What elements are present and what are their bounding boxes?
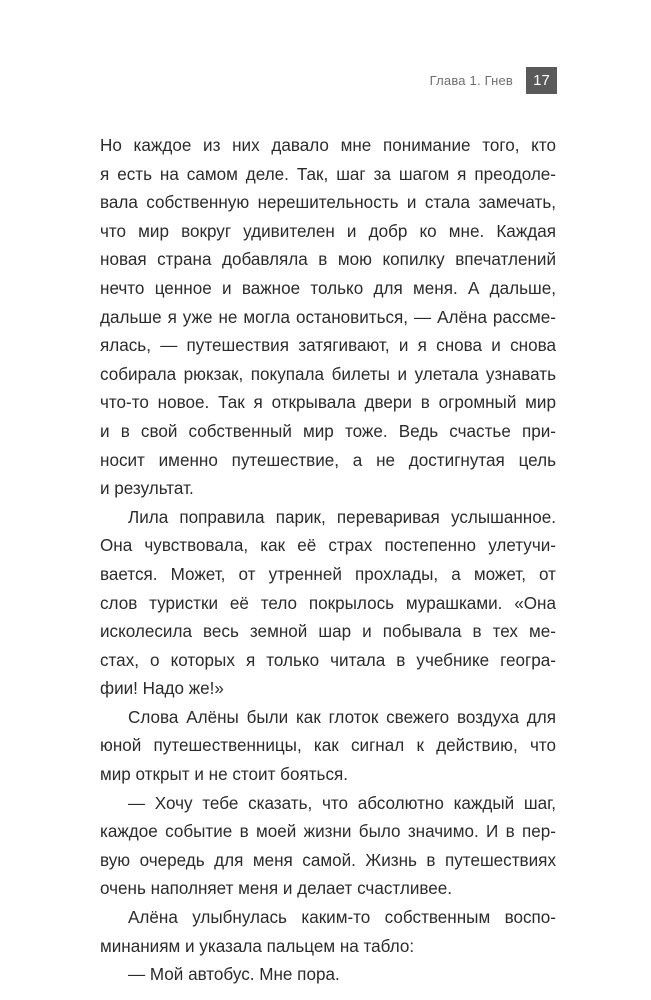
text-line: вала собственную нерешительность и стала замечать, [100, 193, 556, 213]
body-text [100, 132, 556, 990]
text-line: Но каждое из них давало мне понимание того, кто [100, 136, 556, 155]
text-line: фии! Надо же!» [100, 679, 224, 699]
paragraph [100, 790, 556, 904]
text-line: Алёна улыбнулась каким-то собственным воспо- [128, 908, 556, 928]
text-line: Она чувствовала, как её страх постепенно улетучи- [100, 536, 556, 556]
text-line: что-то новое. Так я открывала двери в огромный мир [100, 393, 556, 413]
running-head [430, 67, 557, 94]
text-line: — Мой автобус. Мне пора. [128, 965, 340, 985]
text-line: очень наполняет меня и делает счастливее. [100, 879, 453, 899]
text-line: собирала рюкзак, покупала билеты и улетала узнавать [100, 364, 556, 384]
page-number: 17 [526, 67, 557, 94]
text-line: вается. Может, от утренней прохлады, а может, от [100, 564, 556, 584]
paragraph [100, 132, 556, 504]
text-line: нечто ценное и важное только для меня. А дальше, [100, 278, 556, 298]
text-line: дальше я уже не могла остановиться, — Алёна рассме- [100, 307, 556, 327]
chapter-title: Глава 1. Гнев [429, 73, 513, 88]
paragraph [100, 504, 556, 704]
text-line: каждое событие в моей жизни было значимо. И в пер- [100, 822, 556, 842]
paragraph [100, 904, 556, 961]
text-line: и в свой собственный мир тоже. Ведь счастье при- [100, 421, 556, 441]
text-line: — Хочу тебе сказать, что абсолютно каждый шаг, [128, 793, 556, 813]
text-line: носит именно путешествие, а не достигнутая цель [100, 450, 556, 470]
text-line: Лила поправила парик, переваривая услышанное. [128, 507, 556, 527]
text-line: что мир вокруг удивителен и добр ко мне. Каждая [100, 221, 556, 241]
text-line: новая страна добавляла в мою копилку впечатлений [100, 250, 556, 270]
text-line: минаниям и указала пальцем на табло: [100, 936, 415, 956]
text-line: юной путешественницы, как сигнал к действию, что [100, 736, 556, 756]
paragraph [100, 961, 556, 990]
paragraph [100, 704, 556, 790]
text-line: вую очередь для меня самой. Жизнь в путешествиях [100, 850, 556, 870]
text-line: Слова Алёны были как глоток свежего воздуха для [128, 707, 556, 727]
text-line: мир открыт и не стоит бояться. [100, 765, 349, 785]
text-line: слов туристки её тело покрылось мурашками. «Она [100, 593, 556, 613]
text-line: исколесила весь земной шар и побывала в тех ме- [100, 622, 556, 642]
text-line: я есть на самом деле. Так, шаг за шагом я преодоле- [100, 164, 556, 184]
text-line: и результат. [100, 479, 194, 499]
text-line: ялась, — путешествия затягивают, и я снова и снова [100, 336, 556, 356]
text-line: стах, о которых я только читала в учебнике геогра- [100, 650, 556, 670]
